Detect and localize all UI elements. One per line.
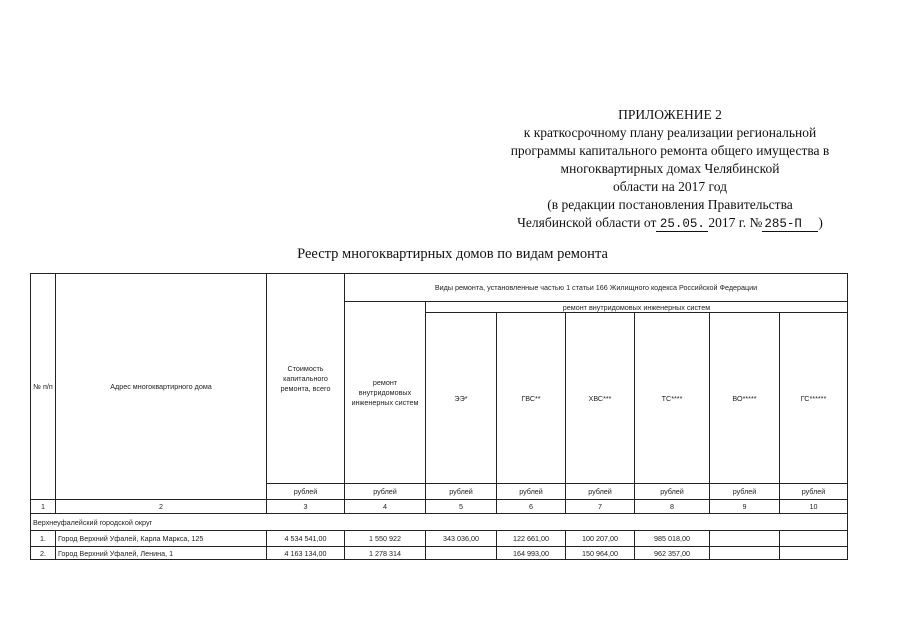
unit-cell: рублей xyxy=(780,484,848,500)
header-number: № п/п xyxy=(31,274,56,500)
cell-cost-total: 4 534 541,00 xyxy=(267,531,345,547)
column-number: 7 xyxy=(566,500,635,514)
cell-internal-total: 1 550 922 xyxy=(345,531,426,547)
group-row-municipality: Верхнеуфалейский городской округ xyxy=(31,514,848,531)
unit-cell: рублей xyxy=(345,484,426,500)
handwritten-date: 25.05. xyxy=(656,217,708,232)
unit-cell: рублей xyxy=(426,484,497,500)
cell-gs xyxy=(780,531,848,547)
header-system-ee: ЭЭ* xyxy=(426,313,497,484)
appendix-line-6 xyxy=(470,214,870,232)
appendix-line-1: к краткосрочному плану реализации региональной xyxy=(523,125,817,140)
unit-cell: рублей xyxy=(710,484,780,500)
table-row xyxy=(31,547,848,560)
cell-address: Город Верхний Уфалей, Карла Маркса, 125 xyxy=(56,531,267,547)
column-number: 3 xyxy=(267,500,345,514)
column-number: 2 xyxy=(56,500,267,514)
appendix-line-3: многоквартирных домах Челябинской xyxy=(560,161,780,176)
appendix-title: ПРИЛОЖЕНИЕ 2 xyxy=(618,107,722,122)
column-number: 10 xyxy=(780,500,848,514)
cell-gs xyxy=(780,547,848,560)
appendix-line-6-prefix: Челябинской области от xyxy=(517,215,657,230)
cell-hvs: 150 964,00 xyxy=(566,547,635,560)
unit-cell: рублей xyxy=(497,484,566,500)
appendix-line-5: (в редакции постановления Правительства xyxy=(547,197,793,212)
appendix-line-4: области на 2017 год xyxy=(613,179,727,194)
header-address: Адрес многоквартирного дома xyxy=(56,274,267,500)
unit-cell: рублей xyxy=(635,484,710,500)
column-number: 8 xyxy=(635,500,710,514)
cell-address: Город Верхний Уфалей, Ленина, 1 xyxy=(56,547,267,560)
cell-ts: 962 357,00 xyxy=(635,547,710,560)
cell-internal-total: 1 278 314 xyxy=(345,547,426,560)
cell-number: 1. xyxy=(31,531,56,547)
header-system-hvs: ХВС*** xyxy=(566,313,635,484)
appendix-block xyxy=(470,106,870,232)
cell-ts: 985 018,00 xyxy=(635,531,710,547)
cell-ee: 343 036,00 xyxy=(426,531,497,547)
cell-cost-total: 4 163 134,00 xyxy=(267,547,345,560)
cell-number: 2. xyxy=(31,547,56,560)
column-number: 9 xyxy=(710,500,780,514)
column-number: 5 xyxy=(426,500,497,514)
unit-cell: рублей xyxy=(566,484,635,500)
header-cost-total: Стоимость капитального ремонта, всего xyxy=(267,274,345,484)
appendix-line-6-suffix: ) xyxy=(818,215,823,230)
cell-gvs: 164 993,00 xyxy=(497,547,566,560)
cell-hvs: 100 207,00 xyxy=(566,531,635,547)
cell-gvs: 122 661,00 xyxy=(497,531,566,547)
appendix-line-6-mid: 2017 г. № xyxy=(708,215,763,230)
cell-vo xyxy=(710,547,780,560)
cell-vo xyxy=(710,531,780,547)
header-repair-types: Виды ремонта, установленные частью 1 статьи 166 Жилищного кодекса Российской Федерации xyxy=(345,274,848,302)
column-number: 6 xyxy=(497,500,566,514)
header-system-vo: ВО***** xyxy=(710,313,780,484)
unit-cell: рублей xyxy=(267,484,345,500)
table-row xyxy=(31,531,848,547)
header-internal-systems-total: ремонт внутридомовых инженерных систем xyxy=(345,302,426,484)
appendix-line-2: программы капитального ремонта общего имущества в xyxy=(510,143,830,158)
header-system-gs: ГС****** xyxy=(780,313,848,484)
registry-heading: Реестр многоквартирных домов по видам ремонта xyxy=(297,246,608,262)
header-internal-systems-group: ремонт внутридомовых инженерных систем xyxy=(426,302,848,313)
column-number: 4 xyxy=(345,500,426,514)
header-system-gvs: ГВС** xyxy=(497,313,566,484)
registry-table xyxy=(30,273,848,560)
column-number: 1 xyxy=(31,500,56,514)
handwritten-number: 285-П xyxy=(762,217,818,232)
header-system-ts: ТС**** xyxy=(635,313,710,484)
cell-ee xyxy=(426,547,497,560)
